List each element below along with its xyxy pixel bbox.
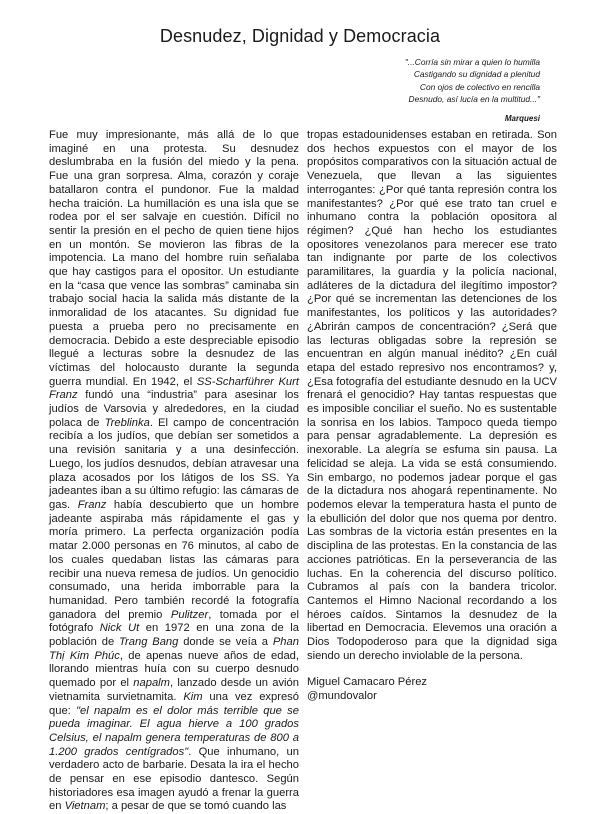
epigraph-line: "...Corría sin mirar a quien lo humilla: [404, 57, 540, 67]
epigraph-author: Marquesi: [504, 114, 540, 123]
left-column: [49, 129, 299, 814]
article-title: Desnudez, Dignidad y Democracia: [159, 26, 441, 46]
right-column: [307, 129, 557, 704]
epigraph-line: Desnudo, así lucía en la multitud...": [408, 93, 540, 104]
epigraph: [280, 56, 540, 105]
body-paragraph-right: tropas estadounidenses estaban en retirada. Son dos hechos expuestos con el mayor de los propósitos comparativos con la situación actual de Venezuela, que llevan a las siguientes interrogantes: ¿Por qué tanta represión contra los manifestantes? ¿Por qué ese trato tan cruel e inhumano contra la población opositora al régimen? ¿Qué han hecho los estudiantes opositores venezolanos para merecer ese trato tan indignante por parte de los colectivos paramilitares, la guardia y la policía nacional, adláteres de la dictadura del ilegítimo impostor? ¿Por qué se incrementan las detenciones de los manifestantes, los políticos y las autoridades? ¿Abrirán campos de concentración? ¿Será que las lecturas obligadas sobre la represión se encuentran en algún manual inédito? ¿En cuál etapa del estado represivo nos encontramos? y, ¿Esa fotografía del estudiante desnudo en la UCV frenará el genocidio? Hay tantas respuestas que es imposible conciliar el sueño. No es sustentable la sonrisa en los labios. Tampoco queda tiempo para pensar agradablemente. La depresión es inexorable. La alegría se esfuma sin pausa. La felicidad se aleja. La vida se está consumiendo. Sin embargo, no podemos jadear porque el gas de la dictadura nos ahogará repentinamente. No podemos elevar la temperatura hasta el punto de la ebullición del dolor que nos quema por dentro. Las sombras de la victoria están presentes en la disciplina de las protestas. En la constancia de las acciones patrióticas. En la perseverancia de las luchas. En la coherencia del discurso político. Cubramos al país con la bandera tricolor. Cantemos el Himno Nacional recordando a los héroes caídos. Sintamos la desnudez de la libertad en Democracia. Elevemos una oración a Dios Todopoderoso para que la dignidad siga siendo un derecho inviolable de la persona.: [307, 129, 557, 662]
signature-name: Miguel Camacaro Pérez: [307, 676, 428, 689]
body-paragraph-left: Fue muy impresionante, más allá de lo que imaginé en una protesta. Su desnudez deslumbraba en la fusión del miedo y la pena. Fue una gran sorpresa. Alma, corazón y coraje batallaron contra el pundonor. Fue la maldad hecha traición. La humillación es una isla que se rodea por el ser salvaje en cuestión. Difícil no sentir la presión en el pecho de quien tiene hijos en un montón. Se movieron las fibras de la impotencia. La mano del hombre ruin señalaba que hay castigos para el opositor. Un estudiante en la “casa que vence las sombras” caminaba sin trabajo social hacia la salida más distante de la inmoralidad de los atacantes. Su dignidad fue puesta a prueba pero no precisamente en democracia. Debido a este despreciable episodio llegué a lecturas sobre la desnudez de las víctimas del holocausto durante la segunda guerra mundial. En 1942, el SS-Scharführer Kurt Franz fundó una “industria” para asesinar los judíos de Varsovia y alrededores, en la ciudad polaca de Treblinka. El campo de concentración recibía a los judíos, que debían ser sometidos a una revisión sanitaria y a una desinfección. Luego, los judíos desnudos, debían atravesar una plaza acosados por los látigos de los SS. Ya jadeantes iban a su último refugio: las cámaras de gas. Franz había descubierto que un hombre jadeante aspiraba más rápidamente el gas y moría primero. La perfecta organización podía matar 2.000 personas en 76 minutos, al cabo de los cuales quedaban listas las cámaras para recibir una nueva remesa de judíos. Un genocidio consumado, una herida imborrable para la humanidad. Pero también recordé la fotografía ganadora del premio Pulitzer, tomada por el fotógrafo Nick Ut en 1972 en una zona de la población de Trang Bang donde se veía a Phan Thị Kim Phúc, de apenas nueve años de edad, llorando mientras huía con su cuerpo desnudo quemado por el napalm, lanzado desde un avión vietnamita survietnamita. Kim una vez expresó que: "el napalm es el dolor más terrible que se pueda imaginar. El agua hierve a 100 grados Celsius, el napalm genera temperaturas de 800 a 1.200 grados centígrados". Que inhumano, un verdadero acto de barbarie. Desata la ira el hecho de pensar en ese episodio dantesco. Según historiadores esa imagen ayudó a frenar la guerra en Vietnam; a pesar de que se tomó cuando las: [49, 129, 300, 813]
signature-handle: @mundovalor: [307, 690, 377, 703]
epigraph-line: Con ojos de colectivo en rencilla: [419, 81, 540, 92]
epigraph-line: Castigando su dignidad a plenitud: [413, 69, 540, 80]
